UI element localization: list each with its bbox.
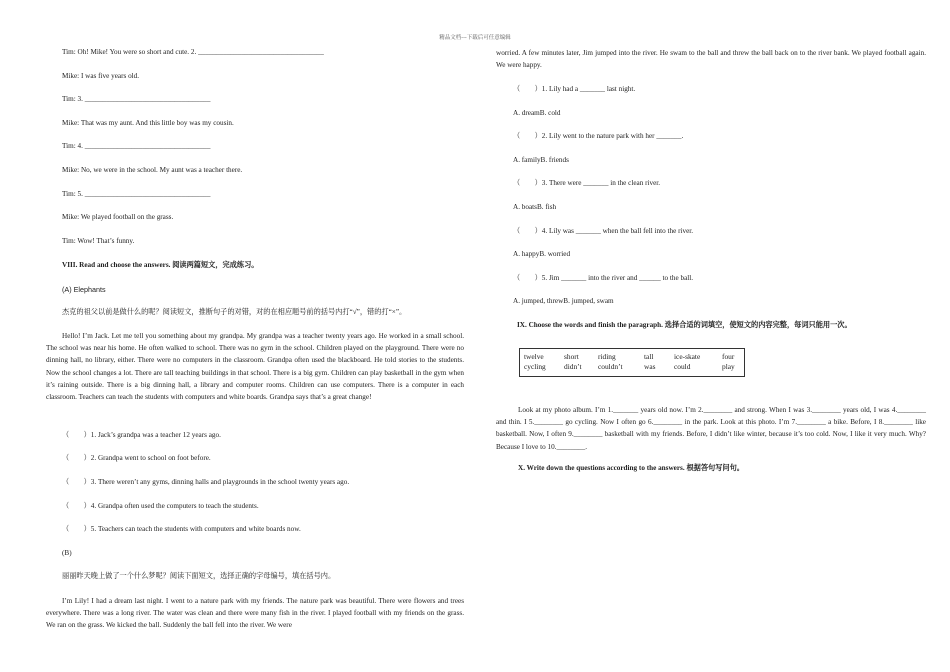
reading-passage-continued: worried. A few minutes later, Jim jumped into the river. He swam to the ball and threw the ball back on to the river bank. We played football again. We were happy. xyxy=(496,49,926,70)
dialogue-line: Mike: That was my aunt. And this little boy was my cousin. xyxy=(62,119,234,127)
question-item: （ ）2. Grandpa went to school on foot before. xyxy=(62,454,211,462)
part-label: (A) Elephants xyxy=(62,285,106,294)
word-option: could xyxy=(674,361,691,371)
question-item: （ ）1. Lily had a _______ last night. xyxy=(513,85,636,93)
dialogue-line: Tim: 3. ___________________________________ xyxy=(62,95,211,103)
part-label: (B) xyxy=(62,549,72,557)
answer-options: A. familyB. friends xyxy=(513,156,569,164)
dialogue-line: Tim: 5. ___________________________________ xyxy=(62,190,211,198)
word-option: twelve xyxy=(524,352,544,361)
word-option: ice-skate xyxy=(674,352,701,361)
question-item: （ ）1. Jack’s grandpa was a teacher 12 years ago. xyxy=(62,431,221,439)
question-item: （ ）4. Grandpa often used the computers to teach the students. xyxy=(62,502,259,510)
section-title: X. Write down the questions according to the answers. 根据答句写问句。 xyxy=(518,464,744,472)
word-option: didn’t xyxy=(564,361,582,371)
dialogue-line: Mike: No, we were in the school. My aunt was a teacher there. xyxy=(62,166,243,174)
word-option: play xyxy=(722,361,735,371)
question-item: （ ）4. Lily was _______ when the ball fell into the river. xyxy=(513,227,694,235)
answer-options: A. happyB. worried xyxy=(513,250,571,258)
word-option: four xyxy=(722,352,735,361)
word-option: was xyxy=(644,361,656,371)
question-item: （ ）5. Teachers can teach the students with computers and white boards now. xyxy=(62,525,301,533)
fill-in-passage: Look at my photo album. I’m 1._______ years old now. I’m 2.________ and strong. When I was 3.________ years old, I was 4.________ and thin. I 5.________ go cycling. Now I often go 6.________ in the park. Look at this photo. I’m 7.________ a bike. Before, I 8.________ like basketball. Now, I often 9.________ basketball with my friends. Before, I didn’t like winter, because it’s too cold. Now, I like it very much. Why? Because I love to 10.________. xyxy=(496,406,926,451)
section-title: VIII. Read and choose the answers. 阅读两篇短文，完成练习。 xyxy=(62,261,259,269)
part-instruction: 杰克的祖父以前是做什么的呢？阅读短文，推断句子的对错，对的在相应题号前的括号内打“√”，错的打“×”。 xyxy=(62,308,407,316)
question-item: （ ）2. Lily went to the nature park with her _______. xyxy=(513,132,684,140)
word-box xyxy=(519,348,745,377)
page-header: 精品文档---下载后可任意编辑 xyxy=(439,35,511,41)
reading-passage: Hello! I’m Jack. Let me tell you something about my grandpa. My grandpa was a teacher twenty years ago. He worked in a small school. The school was near his home. He often walked to school. There was no gym in the school. Children played on the playground. There were no dinning hall, no library, either. There were no computers in the classroom. Grandpa often used the blackboard. He told stories to the students. Now the school changes a lot. There are tall teaching buildings in that school. There is a big gym. Children can play basketball in the gym when it’s raining outside. There is a big dinning hall, a library and computer rooms. Children can use computers. There is a computer in each classroom. Teachers can teach the students with computers and white boards. Grandpa says that’s a great change! xyxy=(46,332,464,402)
word-option: couldn’t xyxy=(598,361,623,371)
answer-options: A. boatsB. fish xyxy=(513,203,557,211)
word-option: tall xyxy=(644,352,654,361)
reading-passage: I’m Lily! I had a dream last night. I went to a nature park with my friends. The nature park was beautiful. There were flowers and trees everywhere. There was a long river. The water was clean and there were many fish in the river. I played football with my friends on the grass. We ran on the grass. We kicked the ball. Suddenly the ball fell into the river. We were xyxy=(46,597,464,630)
answer-options: A. jumped, threwB. jumped, swam xyxy=(513,297,614,305)
answer-options: A. dreamB. cold xyxy=(513,109,561,117)
section-title: IX. Choose the words and finish the paragraph. 选择合适的词填空，使短文的内容完整，每词只能用一次。 xyxy=(517,321,852,329)
word-option: short xyxy=(564,352,579,361)
dialogue-line: Mike: We played football on the grass. xyxy=(62,213,174,221)
question-item: （ ）5. Jim _______ into the river and ______ to the ball. xyxy=(513,274,694,282)
dialogue-line: Mike: I was five years old. xyxy=(62,72,140,80)
dialogue-line: Tim: 4. ___________________________________ xyxy=(62,142,211,150)
dialogue-line: Tim: Oh! Mike! You were so short and cute. 2. ___________________________________ xyxy=(62,48,324,56)
word-option: cycling xyxy=(524,361,546,371)
word-option: riding xyxy=(598,352,616,361)
question-item: （ ）3. There were _______ in the clean river. xyxy=(513,179,661,187)
dialogue-line: Tim: Wow! That’s funny. xyxy=(62,237,135,245)
question-item: （ ）3. There weren’t any gyms, dinning halls and playgrounds in the school twenty years ago. xyxy=(62,478,350,486)
part-instruction: 丽丽昨天晚上做了一个什么梦呢？阅读下面短文，选择正确的字母编号，填在括号内。 xyxy=(62,572,336,580)
